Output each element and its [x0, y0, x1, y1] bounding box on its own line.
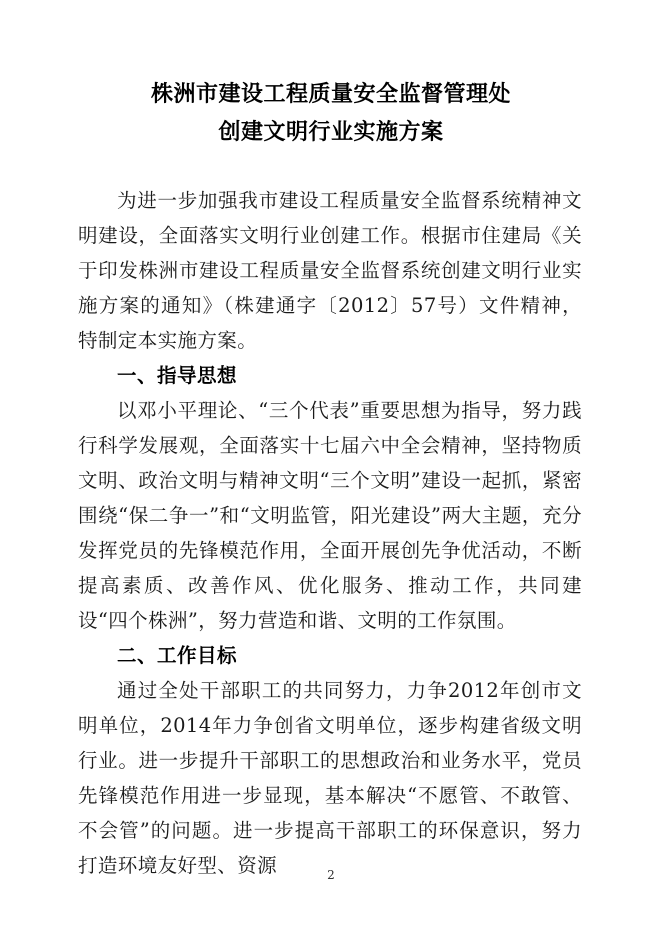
document-title-line-2: 创建文明行业实施方案	[218, 120, 444, 145]
document-title	[0, 76, 662, 152]
paragraph-intro: 为进一步加强我市建设工程质量安全监督系统精神文明建设，全面落实文明行业创建工作。根据市住建局《关于印发株洲市建设工程质量安全监督系统创建文明行业实施方案的通知》（株建通字〔2012〕57号）文件精神，特制定本实施方案。	[78, 189, 582, 352]
document-title-line-1: 株洲市建设工程质量安全监督管理处	[150, 82, 511, 107]
section-heading-work-objectives: 二、工作目标	[117, 644, 238, 667]
paragraph-work-objectives: 通过全处干部职工的共同努力，力争2012年创市文明单位，2014年力争创省文明单位，逐步构建省级文明行业。进一步提升干部职工的思想政治和业务水平，党员先锋模范作用进一步显现，基本解决“不愿管、不敢管、不会管”的问题。进一步提高干部职工的环保意识，努力打造环境友好型、资源	[78, 679, 582, 877]
paragraph-guiding-ideology: 以邓小平理论、“三个代表”重要思想为指导，努力践行科学发展观，全面落实十七届六中全会精神，坚持物质文明、政治文明与精神文明“三个文明”建设一起抓，紧密围绕“保二争一”和“文明监管，阳光建设”两大主题，充分发挥党员的先锋模范作用，全面开展创先争优活动，不断提高素质、改善作风、优化服务、推动工作，共同建设“四个株洲”，努力营造和谐、文明的工作氛围。	[78, 399, 582, 632]
page-number: 2	[327, 868, 335, 882]
document-body	[78, 183, 582, 883]
section-heading-guiding-ideology: 一、指导思想	[117, 364, 238, 387]
